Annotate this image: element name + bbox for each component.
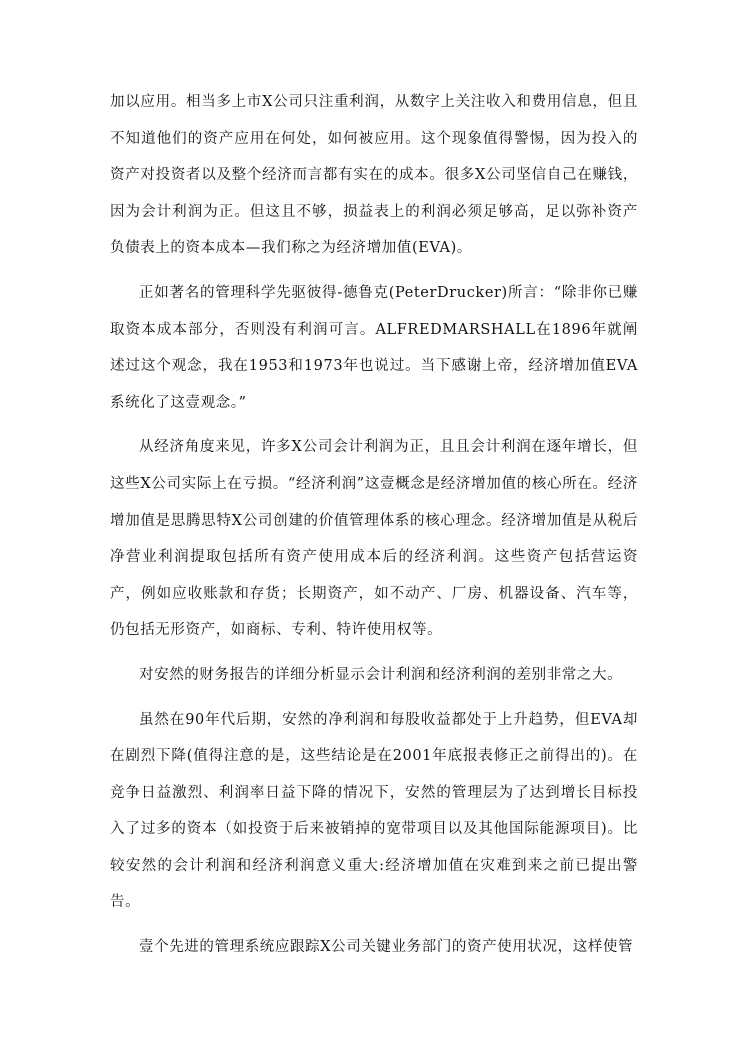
paragraph-6: 壹个先进的管理系统应跟踪X公司关键业务部门的资产使用状况，这样使管 [139, 939, 634, 956]
paragraph-4: 对安然的财务报告的详细分析显示会计利润和经济利润的差别非常之大。 [139, 666, 623, 683]
body-text [110, 84, 638, 974]
paragraph-3: 从经济角度来见，许多X公司会计利润为正，且且会计利润在逐年增长，但这些X公司实际上在亏损。“经济利润”这壹概念是经济增加值的核心所在。经济增加值是思腾思特X公司创建的价值管理体系的核心理念。经济增加值是从税后净营业利润提取包括所有资产使用成本后的经济利润。这些资产包括营运资产，例如应收账款和存货；长期资产，如不动产、厂房、机器设备、汽车等，仍包括无形资产，如商标、专利、特许使用权等。 [110, 439, 638, 639]
paragraph-2: 正如著名的管理科学先驱彼得-德鲁克(PeterDrucker)所言：“除非你已赚取资本成本部分，否则没有利润可言。ALFREDMARSHALL在1896年就阐述过这个观念，我在1953和1973年也说过。当下感谢上帝，经济增加值EVA系统化了这壹观念。” [110, 284, 638, 411]
paragraph-5: 虽然在90年代后期，安然的净利润和每股收益都处于上升趋势，但EVA却在剧烈下降(值得注意的是，这些结论是在2001年底报表修正之前得出的)。在竞争日益激烈、利润率日益下降的情况下，安然的管理层为了达到增长目标投入了过多的资本（如投资于后来被销掉的宽带项目以及其他国际能源项目)。比较安然的会计利润和经济利润意义重大:经济增加值在灾难到来之前已提出警告。 [110, 711, 638, 911]
paragraph-1: 加以应用。相当多上市X公司只注重利润，从数字上关注收入和费用信息，但且不知道他们的资产应用在何处，如何被应用。这个现象值得警惕，因为投入的资产对投资者以及整个经济而言都有实在的成本。很多X公司坚信自己在赚钱，因为会计利润为正。但这且不够，损益表上的利润必须足够高，足以弥补资产负债表上的资本成本—我们称之为经济增加值(EVA)。 [110, 94, 638, 257]
